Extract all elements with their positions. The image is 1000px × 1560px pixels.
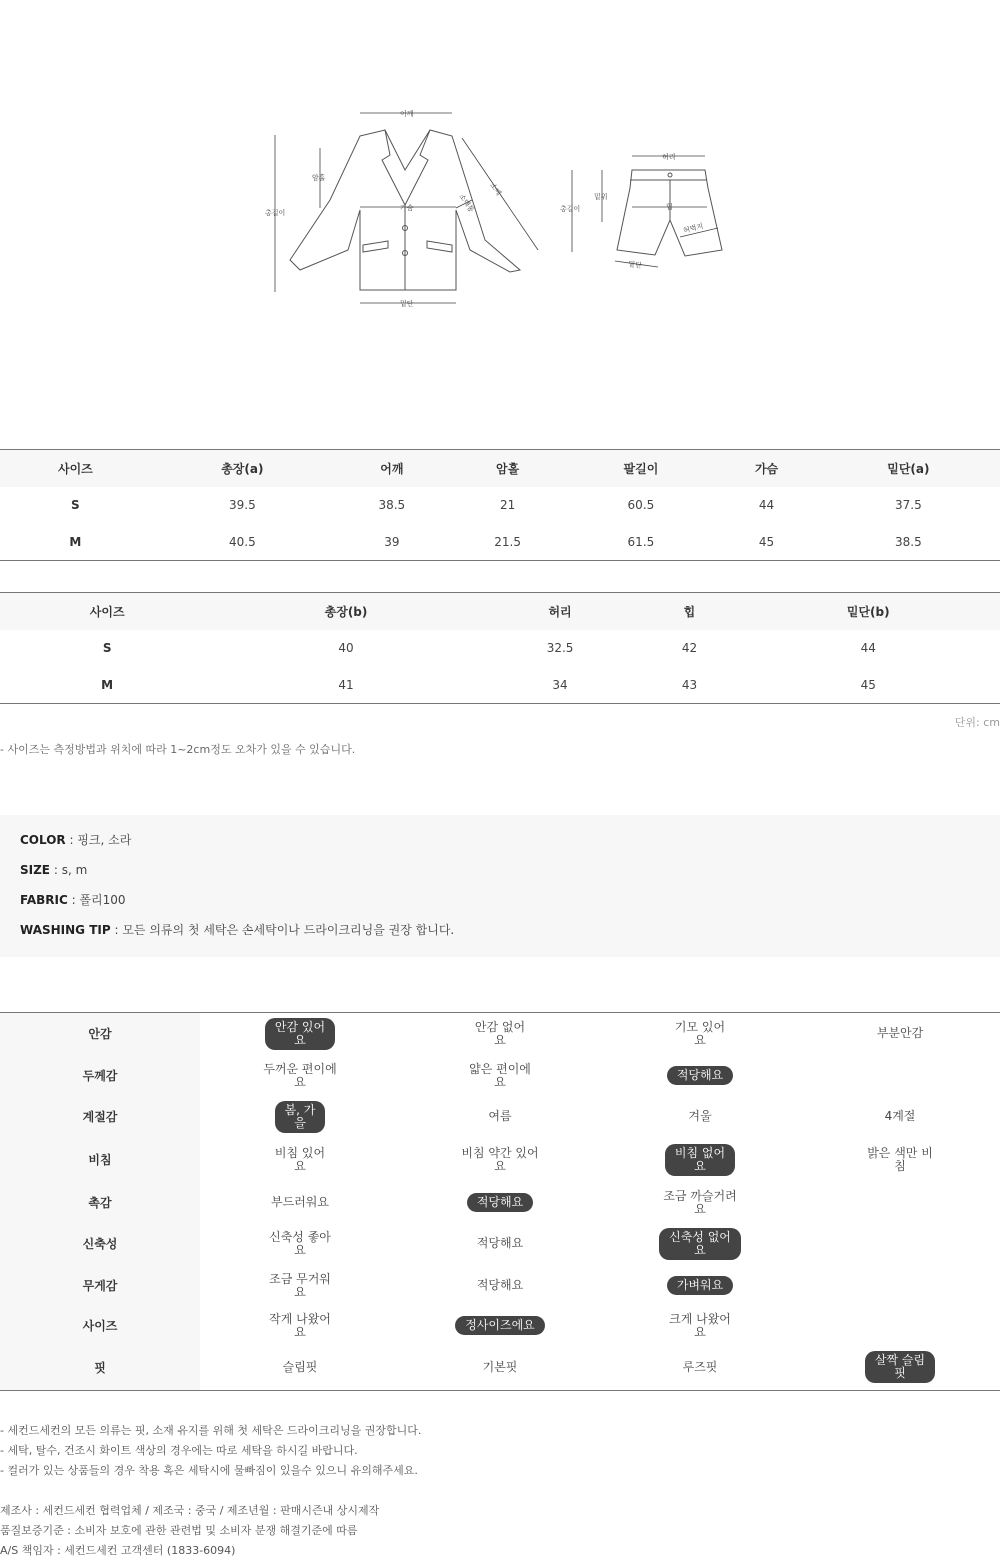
table-cell: 41 <box>338 677 354 692</box>
feel-row-label: 두께감 <box>0 1055 200 1097</box>
feel-row <box>0 1307 1000 1345</box>
table-cell: 43 <box>681 677 698 692</box>
feel-row-label: 무게감 <box>0 1265 200 1307</box>
feel-option-cell <box>200 1137 400 1183</box>
table-header: 가슴 <box>716 450 817 487</box>
feel-option-cell <box>800 1183 1000 1223</box>
feel-option-cell <box>200 1307 400 1345</box>
as-line: A/S 책임자 : 세컨드세컨 고객센터 (1833-6094) <box>0 1544 236 1557</box>
feel-option-cell <box>600 1307 800 1345</box>
table-header: 사이즈 <box>0 450 151 487</box>
feel-option: 4계절 <box>884 1109 916 1123</box>
table-cell: 21.5 <box>494 534 521 549</box>
feel-option: 두꺼운 편이에 요 <box>263 1061 337 1089</box>
table-cell: 44 <box>860 641 876 655</box>
table-cell: 45 <box>860 677 876 692</box>
feel-row <box>0 1265 1000 1307</box>
size-table-pants <box>0 592 1000 704</box>
table-header: 총장(b) <box>214 593 477 630</box>
size-label: SIZE <box>20 863 51 877</box>
feel-option-cell <box>800 1097 1000 1137</box>
feel-option-selected: 적당해요 <box>667 1066 733 1085</box>
size-row <box>20 862 980 892</box>
feel-option-cell <box>200 1183 400 1223</box>
feel-option-cell <box>800 1223 1000 1265</box>
feel-row-label: 핏 <box>0 1345 200 1391</box>
feel-option-cell <box>400 1307 600 1345</box>
table-cell: 34 <box>552 677 568 692</box>
table-header-row <box>0 593 1000 630</box>
washing-label: WASHING TIP <box>20 923 111 937</box>
table-header: 총장(a) <box>151 450 334 487</box>
label-hem: 밑단 <box>400 300 414 308</box>
table-cell: 42 <box>681 641 698 655</box>
care-note: - 세탁, 탈수, 건조시 화이트 색상의 경우에는 따로 세탁을 하시길 바랍니다. <box>0 1444 358 1457</box>
table-header: 허리 <box>478 593 643 630</box>
feel-option-cell <box>400 1265 600 1307</box>
feel-row-label: 안감 <box>0 1013 200 1055</box>
feel-option: 신축성 좋아 요 <box>269 1229 331 1257</box>
feel-option: 얇은 편이에 요 <box>469 1061 531 1089</box>
jacket-pocket <box>427 241 452 252</box>
feel-option-cell <box>200 1265 400 1307</box>
feel-option-cell <box>400 1013 600 1055</box>
feel-row <box>0 1223 1000 1265</box>
label-armhole: 암홀 <box>312 174 326 182</box>
measurement-diagram-svg <box>260 100 740 320</box>
washing-row <box>20 922 980 952</box>
feel-option-cell <box>600 1223 800 1265</box>
label-waist: 허리 <box>662 153 676 161</box>
feel-option-cell <box>800 1265 1000 1307</box>
feel-row-label: 계절감 <box>0 1097 200 1137</box>
care-note: - 세컨드세컨의 모든 의류는 핏, 소재 유지를 위해 첫 세탁은 드라이크리닝을 권장합니다. <box>0 1424 422 1437</box>
feel-option-cell <box>800 1307 1000 1345</box>
feel-row <box>0 1183 1000 1223</box>
feel-option-selected: 비침 없어 요 <box>665 1144 735 1176</box>
feel-option: 작게 나왔어 요 <box>269 1311 331 1339</box>
feel-option-selected: 안감 있어 요 <box>265 1018 335 1050</box>
table-header: 암홀 <box>450 450 566 487</box>
feel-row-label: 사이즈 <box>0 1307 200 1345</box>
feel-row <box>0 1345 1000 1391</box>
feel-option-cell <box>600 1265 800 1307</box>
feel-row <box>0 1013 1000 1055</box>
table-header: 힙 <box>642 593 736 630</box>
feel-option-cell <box>600 1137 800 1183</box>
feel-option: 여름 <box>488 1109 512 1123</box>
table-header-row <box>0 450 1000 487</box>
label-thigh: 허벅지 <box>682 222 705 235</box>
feel-option-selected: 살짝 슬림 핏 <box>865 1351 935 1383</box>
feel-option-selected: 정사이즈에요 <box>455 1316 545 1335</box>
feel-option-cell <box>800 1137 1000 1183</box>
label-sleeve-width: 소매통 <box>457 192 476 214</box>
table-row <box>0 667 1000 704</box>
feel-option: 적당해요 <box>476 1236 524 1250</box>
table-header: 밑단(b) <box>737 593 1000 630</box>
table-cell: 44 <box>758 498 775 512</box>
pants-button <box>668 173 672 177</box>
feel-option: 비침 약간 있어 요 <box>461 1145 539 1173</box>
label-chest: 가슴 <box>400 204 414 212</box>
label-hip: 힙 <box>666 203 673 211</box>
table-cell: S <box>71 498 80 512</box>
table-cell: 39.5 <box>228 498 256 512</box>
label-total-length: 총길이 <box>265 209 286 217</box>
feel-option-cell <box>600 1183 800 1223</box>
color-value: : 핑크, 소라 <box>65 833 132 847</box>
label-pants-length: 총길이 <box>560 205 581 213</box>
jacket-pocket <box>363 241 388 252</box>
feel-option: 안감 없어 요 <box>474 1019 526 1047</box>
table-cell: 21 <box>499 498 516 512</box>
feel-option-selected: 봄, 가 을 <box>275 1101 326 1133</box>
feel-option: 밝은 색만 비 침 <box>867 1145 933 1173</box>
table-header: 밑단(a) <box>817 450 1000 487</box>
feel-option-cell <box>200 1055 400 1097</box>
table-cell: 38.5 <box>378 498 406 512</box>
table-cell: 39 <box>384 534 400 549</box>
feel-option: 겨울 <box>688 1109 712 1123</box>
table-cell: 38.5 <box>895 534 922 549</box>
label-sleeve: 소매 <box>488 181 503 198</box>
feel-row <box>0 1097 1000 1137</box>
feel-option-cell <box>600 1013 800 1055</box>
color-label: COLOR <box>20 833 66 847</box>
quality-line: 품질보증기준 : 소비자 보호에 관한 관련법 및 소비자 분쟁 해결기준에 따름 <box>0 1524 358 1537</box>
care-notes <box>0 1421 421 1481</box>
washing-value: : 모든 의류의 첫 세탁은 손세탁이나 드라이크리닝을 권장 합니다. <box>110 923 455 937</box>
unit-label: 단위: cm <box>954 716 1000 729</box>
feel-option: 비침 있어 요 <box>274 1145 326 1173</box>
feel-option-cell <box>600 1345 800 1391</box>
feel-option: 크게 나왔어 요 <box>669 1311 731 1339</box>
feel-option-cell <box>800 1345 1000 1391</box>
table-cell: M <box>101 677 114 692</box>
feel-option-cell <box>400 1183 600 1223</box>
table-header: 사이즈 <box>0 593 214 630</box>
size-table-jacket <box>0 449 1000 561</box>
table-cell: 32.5 <box>546 641 574 655</box>
feel-option: 적당해요 <box>476 1278 524 1292</box>
feel-option: 기모 있어 요 <box>674 1019 726 1047</box>
feel-option-cell <box>200 1345 400 1391</box>
feel-option: 루즈핏 <box>682 1359 718 1374</box>
table-row <box>0 524 1000 561</box>
label-shoulder: 어깨 <box>400 110 414 118</box>
feel-row-label: 촉감 <box>0 1183 200 1223</box>
fabric-label: FABRIC <box>20 893 68 907</box>
table-row <box>0 487 1000 524</box>
feel-row <box>0 1055 1000 1097</box>
feel-option-cell <box>400 1137 600 1183</box>
table-cell: 40 <box>338 641 354 655</box>
feel-option-selected: 가벼워요 <box>667 1276 733 1295</box>
table-header: 어깨 <box>334 450 450 487</box>
table-cell: 61.5 <box>627 534 655 549</box>
fabric-row <box>20 892 980 922</box>
feel-option-cell <box>200 1013 400 1055</box>
fabric-value: : 폴리100 <box>67 893 126 907</box>
measurement-diagram <box>260 100 740 320</box>
feel-option-cell <box>800 1013 1000 1055</box>
feel-row-label: 신축성 <box>0 1223 200 1265</box>
feel-option-cell <box>600 1097 800 1137</box>
feel-option-selected: 신축성 없어 요 <box>659 1228 741 1260</box>
manufacturer-info <box>0 1501 379 1560</box>
table-header: 팔길이 <box>566 450 717 487</box>
feel-option: 조금 무거워 요 <box>269 1271 331 1299</box>
color-row <box>20 832 980 862</box>
product-feel-table <box>0 1012 1000 1391</box>
label-pants-hem: 밑단 <box>627 260 643 270</box>
table-cell: 45 <box>758 534 775 549</box>
feel-option-cell <box>200 1223 400 1265</box>
feel-option-selected: 적당해요 <box>467 1193 533 1212</box>
manufacturer-line: 제조사 : 세컨드세컨 협력업체 / 제조국 : 중국 / 제조년월 : 판매시즌내 상시제작 <box>0 1504 380 1517</box>
feel-option-cell <box>400 1223 600 1265</box>
feel-option: 부분안감 <box>876 1026 924 1041</box>
feel-option: 부드러워요 <box>271 1195 329 1209</box>
feel-option-cell <box>800 1055 1000 1097</box>
size-value: : s, m <box>50 863 88 877</box>
feel-row-label: 비침 <box>0 1137 200 1183</box>
feel-option: 기본핏 <box>482 1359 518 1374</box>
feel-option-cell <box>600 1055 800 1097</box>
care-note: - 컬러가 있는 상품들의 경우 착용 혹은 세탁시에 물빠짐이 있을수 있으니 유의해주세요. <box>0 1464 418 1477</box>
table-cell: 37.5 <box>895 498 922 512</box>
label-rise: 밑위 <box>594 193 608 201</box>
feel-option-cell <box>400 1097 600 1137</box>
product-info-box <box>0 815 1000 957</box>
feel-option: 슬림핏 <box>282 1359 318 1374</box>
table-cell: M <box>69 534 82 549</box>
table-cell: 40.5 <box>228 534 256 549</box>
measure-note: - 사이즈는 측정방법과 위치에 따라 1~2cm정도 오차가 있을 수 있습니다. <box>0 743 356 756</box>
feel-option-cell <box>200 1097 400 1137</box>
feel-row <box>0 1137 1000 1183</box>
table-cell: 60.5 <box>627 498 655 512</box>
feel-option: 조금 까슬거려 요 <box>663 1188 737 1216</box>
feel-option-cell <box>400 1345 600 1391</box>
feel-option-cell <box>400 1055 600 1097</box>
table-cell: S <box>102 641 112 655</box>
table-row <box>0 630 1000 667</box>
